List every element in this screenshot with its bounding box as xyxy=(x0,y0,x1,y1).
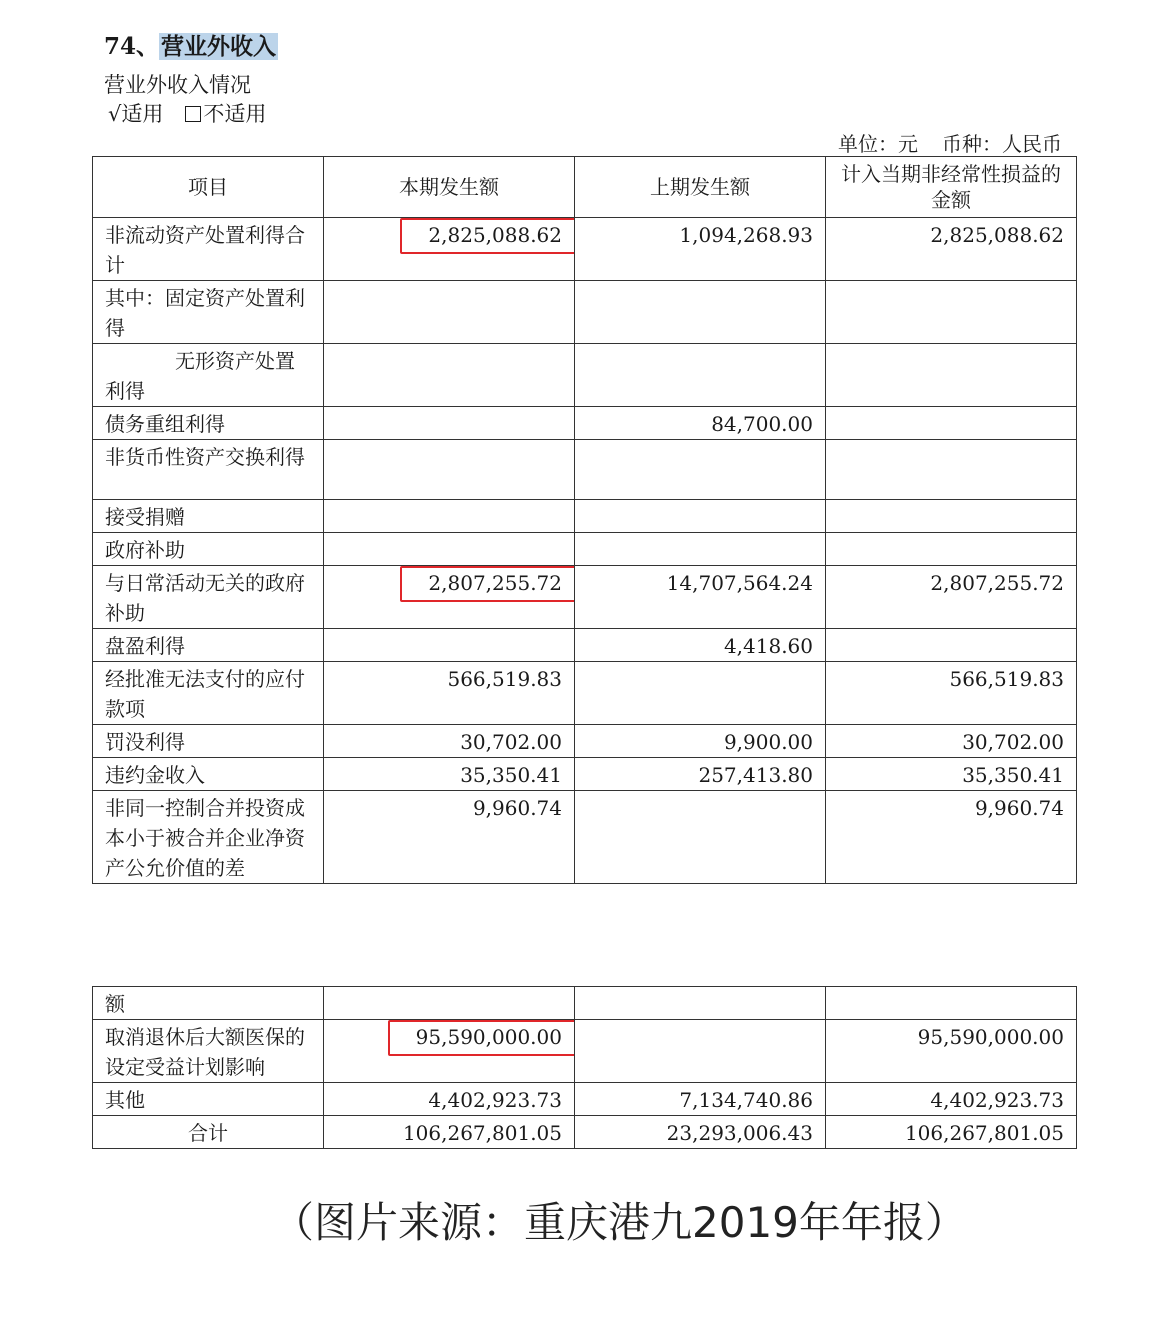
not-applicable-option: 不适用 xyxy=(203,102,267,126)
row-nonrecurring xyxy=(826,533,1077,566)
table-row xyxy=(93,758,1077,791)
row-label: 经批准无法支付的应付款项 xyxy=(93,662,324,725)
row-nonrecurring: 35,350.41 xyxy=(826,758,1077,791)
row-label: 其中：固定资产处置利得 xyxy=(93,281,324,344)
row-current xyxy=(324,440,575,500)
total-row xyxy=(93,1116,1077,1149)
highlighted-current-value: 2,825,088.62 xyxy=(428,220,562,250)
row-previous: 1,094,268.93 xyxy=(575,218,826,281)
row-nonrecurring: 30,702.00 xyxy=(826,725,1077,758)
row-previous xyxy=(575,1020,826,1083)
table-row xyxy=(93,344,1077,407)
source-caption: （图片来源：重庆港九2019年年报） xyxy=(272,1198,967,1247)
table-row xyxy=(93,440,1077,500)
row-label: 债务重组利得 xyxy=(93,407,324,440)
row-previous xyxy=(575,533,826,566)
row-current xyxy=(324,281,575,344)
row-label: 合计 xyxy=(93,1116,324,1149)
row-label: 无形资产处置利得 xyxy=(93,344,324,407)
row-label: 政府补助 xyxy=(93,533,324,566)
row-previous xyxy=(575,281,826,344)
row-previous: 7,134,740.86 xyxy=(575,1083,826,1116)
row-current: 35,350.41 xyxy=(324,758,575,791)
header-nonrecurring: 计入当期非经常性损益的金额 xyxy=(826,157,1077,218)
row-current xyxy=(324,629,575,662)
applicable-option: √适用 xyxy=(108,102,164,126)
row-previous: 4,418.60 xyxy=(575,629,826,662)
row-label: 与日常活动无关的政府补助 xyxy=(93,566,324,629)
table-row xyxy=(93,533,1077,566)
row-current xyxy=(324,344,575,407)
row-label: 非货币性资产交换利得 xyxy=(93,440,324,500)
row-previous xyxy=(575,987,826,1020)
row-nonrecurring: 2,807,255.72 xyxy=(826,566,1077,629)
row-label: 接受捐赠 xyxy=(93,500,324,533)
row-current xyxy=(324,987,575,1020)
table-row xyxy=(93,500,1077,533)
table-row xyxy=(93,629,1077,662)
table-row xyxy=(93,725,1077,758)
row-nonrecurring: 2,825,088.62 xyxy=(826,218,1077,281)
row-previous xyxy=(575,791,826,884)
row-previous: 14,707,564.24 xyxy=(575,566,826,629)
row-current: 106,267,801.05 xyxy=(324,1116,575,1149)
section-heading xyxy=(104,28,278,61)
row-label: 取消退休后大额医保的设定受益计划影响 xyxy=(93,1020,324,1083)
section-title: 营业外收入 xyxy=(161,33,277,60)
row-nonrecurring xyxy=(826,440,1077,500)
row-current: 9,960.74 xyxy=(324,791,575,884)
highlighted-current-value: 95,590,000.00 xyxy=(416,1022,562,1052)
row-current xyxy=(324,500,575,533)
row-nonrecurring xyxy=(826,987,1077,1020)
row-previous: 23,293,006.43 xyxy=(575,1116,826,1149)
section-subtitle: 营业外收入情况 xyxy=(104,73,251,97)
row-label: 其他 xyxy=(93,1083,324,1116)
table-row xyxy=(93,407,1077,440)
row-label: 额 xyxy=(93,987,324,1020)
row-previous xyxy=(575,440,826,500)
unit-note xyxy=(838,128,1062,157)
table-row xyxy=(93,987,1077,1020)
table-row xyxy=(93,1083,1077,1116)
unit-label: 单位：元 xyxy=(838,132,918,156)
header-previous: 上期发生额 xyxy=(575,157,826,218)
table-row xyxy=(93,566,1077,629)
row-nonrecurring: 566,519.83 xyxy=(826,662,1077,725)
header-current: 本期发生额 xyxy=(324,157,575,218)
row-previous: 257,413.80 xyxy=(575,758,826,791)
row-previous: 9,900.00 xyxy=(575,725,826,758)
row-current xyxy=(324,407,575,440)
row-label: 罚没利得 xyxy=(93,725,324,758)
row-label: 违约金收入 xyxy=(93,758,324,791)
row-nonrecurring xyxy=(826,281,1077,344)
row-previous xyxy=(575,662,826,725)
row-current: 4,402,923.73 xyxy=(324,1083,575,1116)
row-nonrecurring xyxy=(826,344,1077,407)
section-number: 74、 xyxy=(104,33,160,60)
highlighted-current-value: 2,807,255.72 xyxy=(428,568,562,598)
row-previous: 84,700.00 xyxy=(575,407,826,440)
row-nonrecurring xyxy=(826,500,1077,533)
table-row xyxy=(93,281,1077,344)
table-row xyxy=(93,218,1077,281)
income-table-continued xyxy=(92,986,1077,1149)
row-current: 30,702.00 xyxy=(324,725,575,758)
applicability-options xyxy=(108,98,266,128)
table-row xyxy=(93,791,1077,884)
row-nonrecurring xyxy=(826,629,1077,662)
currency-label: 币种：人民币 xyxy=(942,132,1062,156)
row-previous xyxy=(575,344,826,407)
row-nonrecurring: 9,960.74 xyxy=(826,791,1077,884)
row-nonrecurring: 4,402,923.73 xyxy=(826,1083,1077,1116)
table-row xyxy=(93,662,1077,725)
row-current xyxy=(324,533,575,566)
row-label: 盘盈利得 xyxy=(93,629,324,662)
income-table xyxy=(92,156,1077,884)
row-label: 非同一控制合并投资成本小于被合并企业净资产公允价值的差 xyxy=(93,791,324,884)
row-nonrecurring: 106,267,801.05 xyxy=(826,1116,1077,1149)
header-item: 项目 xyxy=(93,157,324,218)
row-nonrecurring: 95,590,000.00 xyxy=(826,1020,1077,1083)
checkbox-empty-icon xyxy=(185,106,201,122)
row-label: 非流动资产处置利得合计 xyxy=(93,218,324,281)
table-row xyxy=(93,1020,1077,1083)
table-header-row xyxy=(93,157,1077,218)
row-previous xyxy=(575,500,826,533)
row-nonrecurring xyxy=(826,407,1077,440)
row-current: 566,519.83 xyxy=(324,662,575,725)
